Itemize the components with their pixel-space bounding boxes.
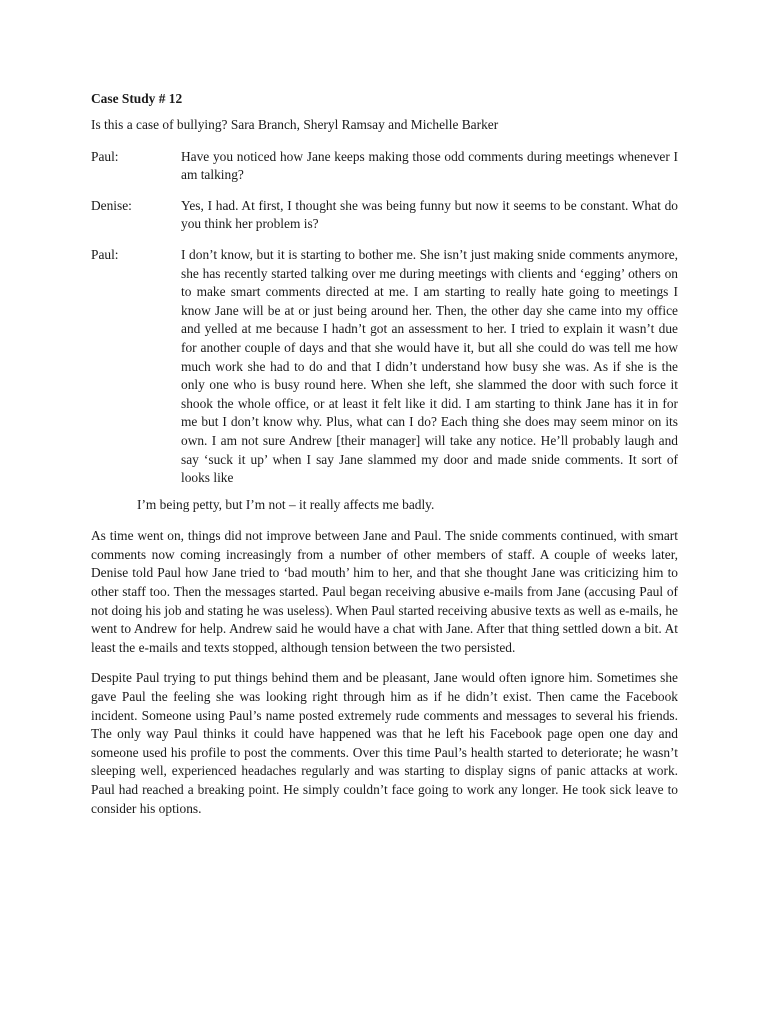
document-title: Case Study # 12 <box>91 91 183 106</box>
dialogue-speaker: Paul: <box>91 246 119 262</box>
dialogue-continuation: I’m being petty, but I’m not – it really affects me badly. <box>137 496 435 512</box>
dialogue-line <box>91 197 678 234</box>
dialogue-text: Yes, I had. At first, I thought she was being funny but now it seems to be constant. What do you think her problem is? <box>181 197 678 232</box>
dialogue-line <box>91 148 678 185</box>
body-paragraph: As time went on, things did not improve between Jane and Paul. The snide comments continued, with smart comments now coming increasingly from a number of other members of staff. A couple of weeks later, Denise told Paul how Jane tried to ‘bad mouth’ him to her, and that she thought Jane was criticizing him to other staff too. Then the messages started. Paul began receiving abusive e-mails from Jane (accusing Paul of not doing his job and stating he was useless). When Paul started receiving abusive texts as well as e-mails, he went to Andrew for help. Andrew said he would have a chat with Jane. After that thing settled down a bit. At least the e-mails and texts stopped, although tension between the two persisted. <box>91 528 678 655</box>
dialogue-text: I don’t know, but it is starting to bother me. She isn’t just making snide comments anymore, she has recently started talking over me during meetings with clients and ‘egging’ others on to make smart comments directed at me. I am starting to really hate going to meetings I know Jane will be at or just being around her. Then, the other day she came into my office and yelled at me because I hadn’t got an assessment to her. I tried to explain it wasn’t due for another couple of days and that she would have it, but all she could do was tell me how much work she had to do and that I didn’t understand how busy she was. As if she is the only one who is busy round here. When she left, she slammed the door with such force it shook the whole office, or at least it felt like it did. I am starting to think Jane has it in for me but I don’t know why. Plus, what can I do? Each thing she does may seem minor on its own. I am not sure Andrew [their manager] will take any notice. He’ll probably laugh and say ‘suck it up’ when I say Jane slammed my door and made snide comments. It sort of looks like <box>181 246 678 486</box>
dialogue-speaker: Paul: <box>91 148 119 164</box>
body-paragraph: Despite Paul trying to put things behind them and be pleasant, Jane would often ignore him. Sometimes she gave Paul the feeling she was looking right through him as if he didn’t exist. Then came the Facebook incident. Someone using Paul’s name posted extremely rude comments and messages to several his friends. The only way Paul thinks it could have happened was that he left his Facebook page open one day and someone used his profile to post the comments. Over this time Paul’s health started to deteriorate; he wasn’t sleeping well, experienced headaches regularly and was starting to display signs of panic attacks at work. Paul had reached a breaking point. He simply couldn’t face going to work any longer. He took sick leave to consider his options. <box>91 670 678 816</box>
dialogue-text: Have you noticed how Jane keeps making those odd comments during meetings whenever I am talking? <box>181 148 678 183</box>
document-subtitle: Is this a case of bullying? Sara Branch, Sheryl Ramsay and Michelle Barker <box>91 117 499 132</box>
dialogue-speaker: Denise: <box>91 197 132 213</box>
dialogue-line <box>91 246 678 488</box>
document-page <box>91 90 678 830</box>
